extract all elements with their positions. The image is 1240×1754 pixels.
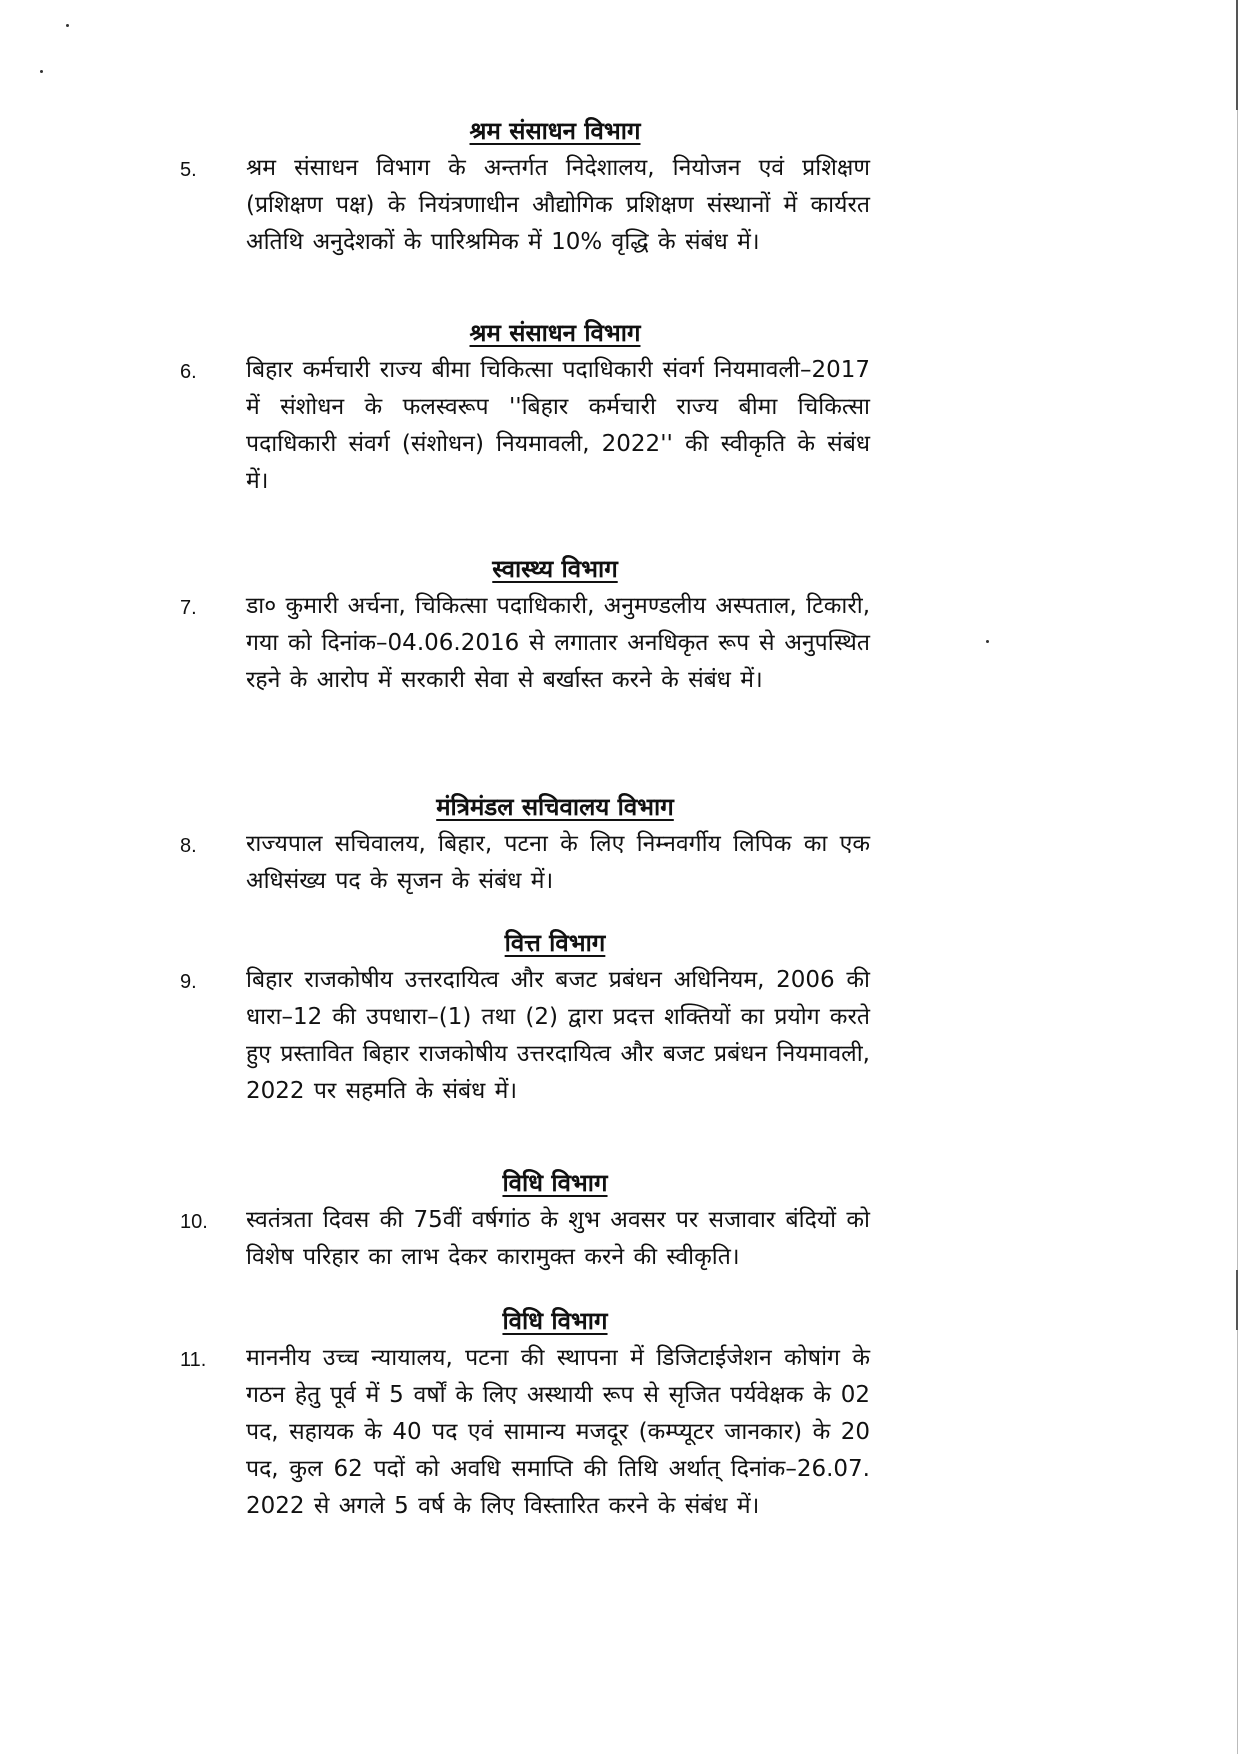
agenda-section-11 (180, 1306, 870, 1525)
department-heading: श्रम संसाधन विभाग (469, 319, 641, 347)
department-heading: वित्त विभाग (504, 929, 606, 957)
department-heading: मंत्रिमंडल सचिवालय विभाग (436, 793, 674, 821)
item-number: 8. (180, 835, 197, 857)
department-heading: श्रम संसाधन विभाग (469, 117, 641, 145)
item-number: 5. (180, 159, 197, 181)
agenda-item (180, 826, 870, 900)
department-heading: विधि विभाग (502, 1307, 608, 1335)
item-text: स्वतंत्रता दिवस की 75वीं वर्षगांठ के शुभ अवसर पर सजावार बंदियों को विशेष परिहार का लाभ देकर कारामुक्त करने की स्वीकृति। (246, 1207, 870, 1270)
item-text: डा० कुमारी अर्चना, चिकित्सा पदाधिकारी, अनुमण्डलीय अस्पताल, टिकारी, गया को दिनांक–04.06.2016 से लगातार अनधिकृत रूप से अनुपस्थित रहने के आरोप में सरकारी सेवा से बर्खास्त करने के संबंध में। (246, 593, 870, 693)
agenda-item (180, 150, 870, 261)
page-edge-line (1237, 0, 1238, 1754)
agenda-section-10 (180, 1168, 870, 1276)
item-text: बिहार राजकोषीय उत्तरदायित्व और बजट प्रबंधन अधिनियम, 2006 की धारा–12 की उपधारा–(1) तथा (2) द्वारा प्रदत्त शक्तियों का प्रयोग करते हुए प्रस्तावित बिहार राजकोषीय उत्तरदायित्व और बजट प्रबंधन नियमावली, 2022 पर सहमति के संबंध में। (246, 967, 870, 1104)
scan-speck (40, 70, 43, 73)
agenda-item (180, 352, 870, 500)
department-heading: विधि विभाग (502, 1169, 608, 1197)
item-text: बिहार कर्मचारी राज्य बीमा चिकित्सा पदाधिकारी संवर्ग नियमावली–2017 में संशोधन के फलस्वरूप ''बिहार कर्मचारी राज्य बीमा चिकित्सा पदाधिकारी संवर्ग (संशोधन) नियमावली, 2022'' की स्वीकृति के संबंध में। (246, 357, 870, 494)
agenda-item (180, 1202, 870, 1276)
agenda-section-5 (180, 116, 870, 261)
item-number: 10. (180, 1211, 208, 1233)
item-number: 7. (180, 597, 197, 619)
item-number: 9. (180, 971, 197, 993)
agenda-item (180, 588, 870, 699)
agenda-item (180, 1340, 870, 1525)
page-edge-mark (1236, 0, 1238, 110)
agenda-section-6 (180, 318, 870, 500)
item-text: माननीय उच्च न्यायालय, पटना की स्थापना में डिजिटाईजेशन कोषांग के गठन हेतु पूर्व में 5 वर्षों के लिए अस्थायी रूप से सृजित पर्यवेक्षक के 02 पद, सहायक के 40 पद एवं सामान्य मजदूर (कम्प्यूटर जानकार) के 20 पद, कुल 62 पदों को अवधि समाप्ति की तिथि अर्थात् दिनांक–26.07. 2022 से अगले 5 वर्ष के लिए विस्तारित करने के संबंध में। (246, 1345, 870, 1519)
scan-speck (986, 640, 989, 643)
item-number: 11. (180, 1349, 207, 1371)
agenda-section-9 (180, 928, 870, 1110)
scan-speck (66, 24, 69, 27)
agenda-section-7 (180, 554, 870, 699)
item-number: 6. (180, 361, 197, 383)
agenda-section-8 (180, 792, 870, 900)
department-heading: स्वास्थ्य विभाग (492, 555, 618, 583)
page-edge-mark (1236, 1270, 1238, 1330)
agenda-item (180, 962, 870, 1110)
item-text: राज्यपाल सचिवालय, बिहार, पटना के लिए निम्नवर्गीय लिपिक का एक अधिसंख्य पद के सृजन के संबंध में। (246, 831, 870, 894)
item-text: श्रम संसाधन विभाग के अन्तर्गत निदेशालय, नियोजन एवं प्रशिक्षण (प्रशिक्षण पक्ष) के नियंत्रणाधीन औद्योगिक प्रशिक्षण संस्थानों में कार्यरत अतिथि अनुदेशकों के पारिश्रमिक में 10% वृद्धि के संबंध में। (246, 155, 870, 255)
